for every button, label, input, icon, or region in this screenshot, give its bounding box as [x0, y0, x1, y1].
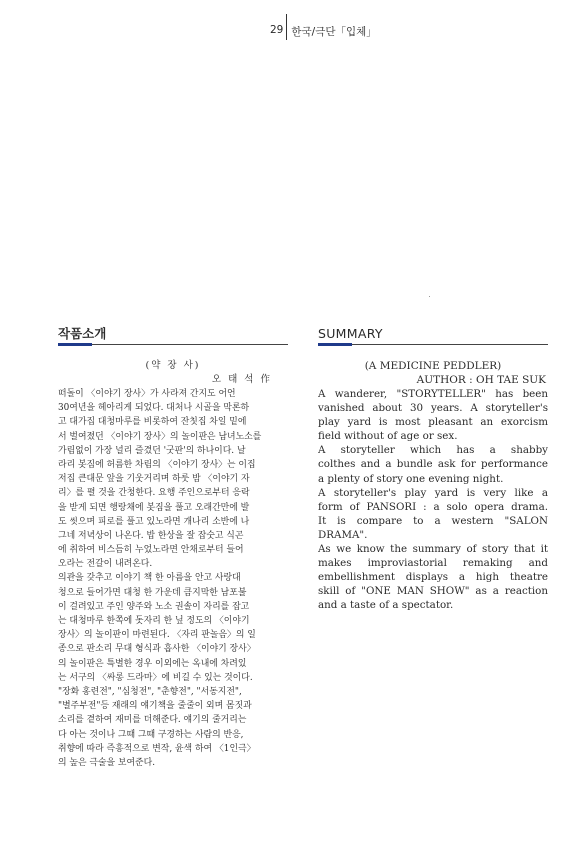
korean-text-line: 저집 큰대문 앞을 기웃거리며 하룻 밤 〈이야기 자	[58, 474, 250, 485]
korean-text-line: 리〉를 펼 것을 간청한다. 요행 주인으로부터 응락	[58, 488, 250, 499]
korean-text-line: 장사〉의 놀이판이 마련된다. 〈자리 판놀음〉의 일	[58, 630, 256, 641]
korean-subtitle: (약 장 사)	[145, 360, 201, 371]
english-text-line: embellishment displays a high theatre	[318, 571, 548, 584]
korean-text-line: 의 높은 극술을 보여준다.	[58, 757, 156, 768]
korean-text-line: 는 서구의 〈싸롱 드라마〉에 비길 수 있는 것이다.	[58, 672, 253, 683]
print-speck	[429, 296, 430, 297]
korean-text-line: 떠돌이 〈이야기 장사〉가 사라져 간지도 어언	[58, 389, 236, 399]
korean-text-line: 라리 봇짐에 허름한 차림의 〈이야기 장사〉는 이집	[58, 459, 256, 470]
korean-body	[58, 387, 288, 770]
english-author: AUTHOR : OH TAE SUK	[416, 374, 546, 386]
korean-text-line: 이 걸려있고 주인 양주와 노소 권솔이 자리를 잡고	[58, 601, 250, 612]
running-head: 한국/극단「입체」	[291, 26, 377, 38]
korean-text-line: 을 받게 되면 행랑채에 봇짐을 풀고 오래간만에 발	[58, 502, 250, 513]
english-text-line: field without of age or sex.	[318, 430, 458, 443]
english-subtitle: (A MEDICINE PEDDLER)	[364, 360, 502, 372]
english-text-line: a plenty of story one evening night.	[318, 472, 504, 485]
english-section-title: SUMMARY	[318, 326, 383, 341]
korean-text-line: 다 아는 것이나 그때 그때 구경하는 사람의 반응,	[58, 729, 244, 740]
title-rule-accent	[58, 343, 92, 346]
english-text-line: makes improviastorial remaking and	[318, 557, 548, 570]
korean-text-line: 의 놀이판은 특별한 경우 이외에는 옥내에 차려있	[58, 658, 247, 669]
korean-text-line: 소리를 곁하여 재미를 더해준다. 얘기의 줄거리는	[58, 715, 247, 726]
english-text-line: and a taste of a spectator.	[318, 599, 454, 612]
korean-text-line: 청으로 들어가면 대청 한 가운데 큼지막한 남포불	[58, 587, 247, 598]
korean-text-line: 30여년을 헤아리게 되었다. 대처나 시골을 막론하	[58, 403, 250, 414]
korean-text-line: "별주부전"등 재래의 얘기책을 줄줄이 외며 몸짓과	[58, 701, 252, 712]
title-rule-line	[318, 344, 548, 345]
korean-text-line: 종으로 판소리 무대 형식과 흡사한 〈이야기 장사〉	[58, 644, 256, 655]
english-text-line: vanished about 30 years. A storyteller's	[318, 402, 548, 415]
korean-text-line: 그네 저녁상이 나온다. 밥 한상을 잘 잡숫고 식곤	[58, 530, 244, 541]
korean-text-line: 도 씻으며 피로를 풀고 있노라면 개나리 소반에 나	[58, 516, 250, 527]
korean-column	[58, 326, 288, 770]
korean-text-line: 의관을 갖추고 이야기 책 한 아름을 안고 사랑대	[58, 573, 241, 584]
korean-text-line: "장화 홍련전", "심청전", "춘향전", "서동지전",	[58, 686, 242, 697]
korean-text-line: 가림없이 가장 널리 즐겼던 '굿판'의 하나이다. 날	[58, 445, 246, 456]
english-text-line: A storyteller which has a shabby	[318, 444, 548, 457]
korean-text-line: 취향에 따라 즉흥적으로 변작, 윤색 하여 〈1인극〉	[58, 743, 256, 754]
english-text-line: As we know the summary of story that it	[318, 543, 548, 556]
english-text-line: form of PANSORI : a solo opera drama.	[318, 500, 548, 513]
korean-text-line: 에 취하여 비스듬히 누었노라면 안채로부터 들어	[58, 545, 244, 556]
english-text-line: play yard is most pleasant an exorcism	[318, 416, 548, 429]
english-title-rule	[318, 343, 548, 347]
title-rule-line	[58, 344, 288, 345]
english-text-line: It is compare to a western "SALON	[318, 514, 548, 527]
korean-text-line: 고 대가집 대청마루를 비롯하여 잔칫집 차일 밑에	[58, 417, 247, 428]
english-text-line: A wanderer, "STORYTELLER" has been	[318, 388, 548, 400]
page-number: 29	[270, 24, 284, 36]
english-body	[318, 387, 548, 613]
korean-author: 오 태 석 作	[211, 374, 272, 385]
english-text-line: DRAMA".	[318, 528, 368, 541]
english-column	[318, 326, 548, 613]
english-text-line: skill of "ONE MAN SHOW" as a reaction	[318, 585, 548, 598]
english-text-line: A storyteller's play yard is very like a	[318, 486, 548, 499]
korean-text-line: 서 벌여졌던 〈이야기 장사〉의 놀이판은 남녀노소를	[58, 431, 262, 442]
korean-text-line: 는 대청마루 한쪽에 돗자리 한 닢 정도의 〈이야기	[58, 616, 250, 626]
korean-section-title: 작품소개	[58, 326, 107, 341]
korean-text-line: 오라는 전갈이 내려온다.	[58, 559, 153, 570]
header-divider	[286, 14, 287, 40]
page-header	[270, 14, 377, 40]
english-text-line: colthes and a bundle ask for performance	[318, 458, 548, 471]
title-rule-accent	[318, 343, 352, 346]
korean-title-rule	[58, 343, 288, 347]
